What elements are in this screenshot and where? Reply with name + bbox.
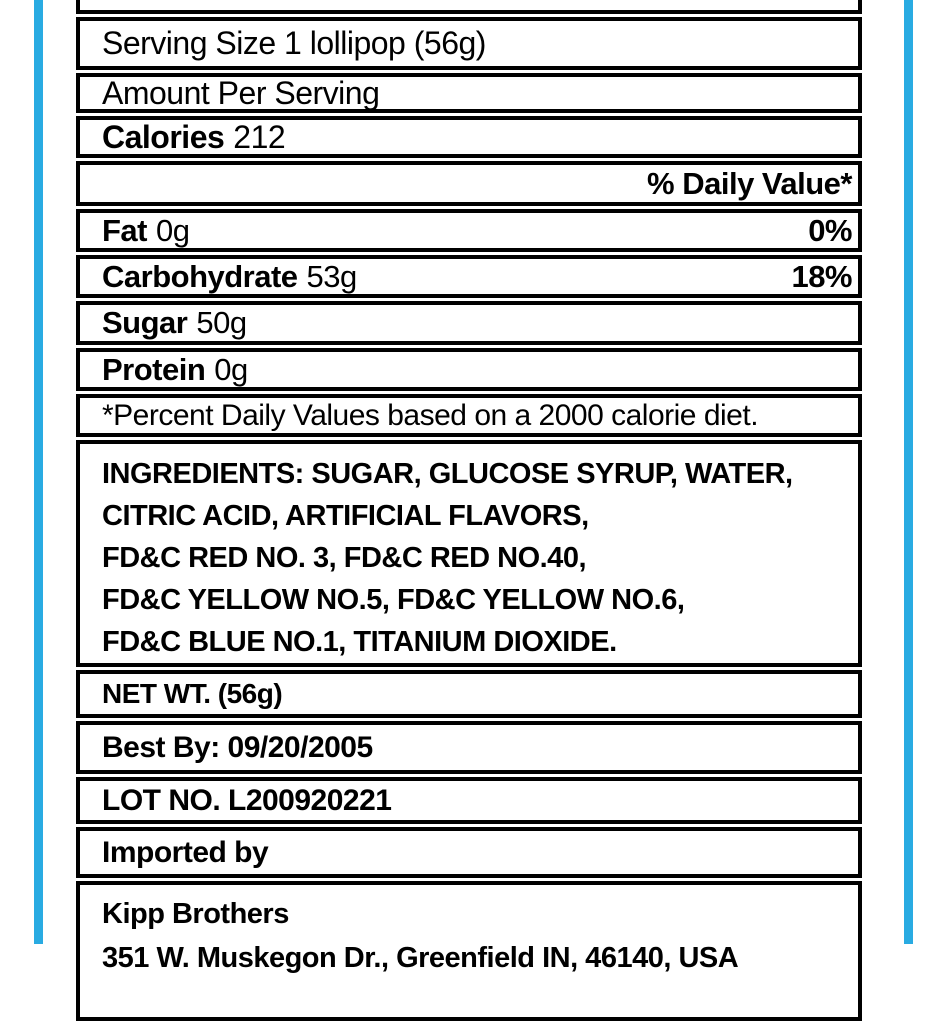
protein-label: Protein [102,351,206,387]
serving-size-row [76,17,862,70]
ingredients-line: FD&C BLUE NO.1, TITANIUM DIOXIDE. [102,626,617,658]
carbohydrate-daily-value: 18% [791,258,852,294]
importer-name: Kipp Brothers [102,898,289,930]
ingredients-row [76,440,862,667]
sugar-label: Sugar [102,305,188,340]
best-by-row [76,721,862,774]
right-edge-stripe [904,0,913,944]
nutrition-label [76,0,862,1021]
calories-row [76,116,862,158]
ingredients-line: FD&C RED NO. 3, FD&C RED NO.40, [102,542,586,574]
importer-row [76,881,862,1021]
amount-per-serving-text: Amount Per Serving [102,74,380,111]
lot-number-row [76,777,862,824]
imported-by-row [76,827,862,878]
daily-value-footnote-text: *Percent Daily Values based on a 2000 calorie diet. [102,398,759,432]
top-partial-row [76,0,862,14]
imported-by-text: Imported by [102,835,269,869]
serving-size-text: Serving Size 1 lollipop (56g) [102,25,486,61]
net-weight-row [76,670,862,718]
carbohydrate-label: Carbohydrate [102,258,298,294]
daily-value-header-text: % Daily Value* [647,165,852,201]
fat-row [76,209,862,252]
carbohydrate-amount: 53g [306,258,357,294]
sugar-row [76,301,862,345]
importer-address: 351 W. Muskegon Dr., Greenfield IN, 46140, USA [102,942,739,974]
daily-value-footnote-row [76,394,862,437]
carbohydrate-row [76,255,862,298]
protein-amount: 0g [214,351,248,387]
sugar-amount: 50g [196,305,247,340]
net-weight-text: NET WT. (56g) [102,678,283,709]
calories-label: Calories [102,118,225,155]
left-edge-stripe [34,0,43,944]
amount-per-serving-row [76,73,862,113]
daily-value-header-row [76,161,862,206]
ingredients-line: INGREDIENTS: SUGAR, GLUCOSE SYRUP, WATER, [102,458,793,490]
ingredients-line: FD&C YELLOW NO.5, FD&C YELLOW NO.6, [102,584,685,616]
ingredients-line: CITRIC ACID, ARTIFICIAL FLAVORS, [102,500,589,532]
fat-label: Fat [102,212,147,248]
fat-daily-value: 0% [808,212,852,248]
best-by-text: Best By: 09/20/2005 [102,730,373,764]
fat-amount: 0g [156,212,190,248]
calories-value: 212 [233,118,286,155]
lot-number-text: LOT NO. L200920221 [102,783,392,817]
protein-row [76,348,862,391]
